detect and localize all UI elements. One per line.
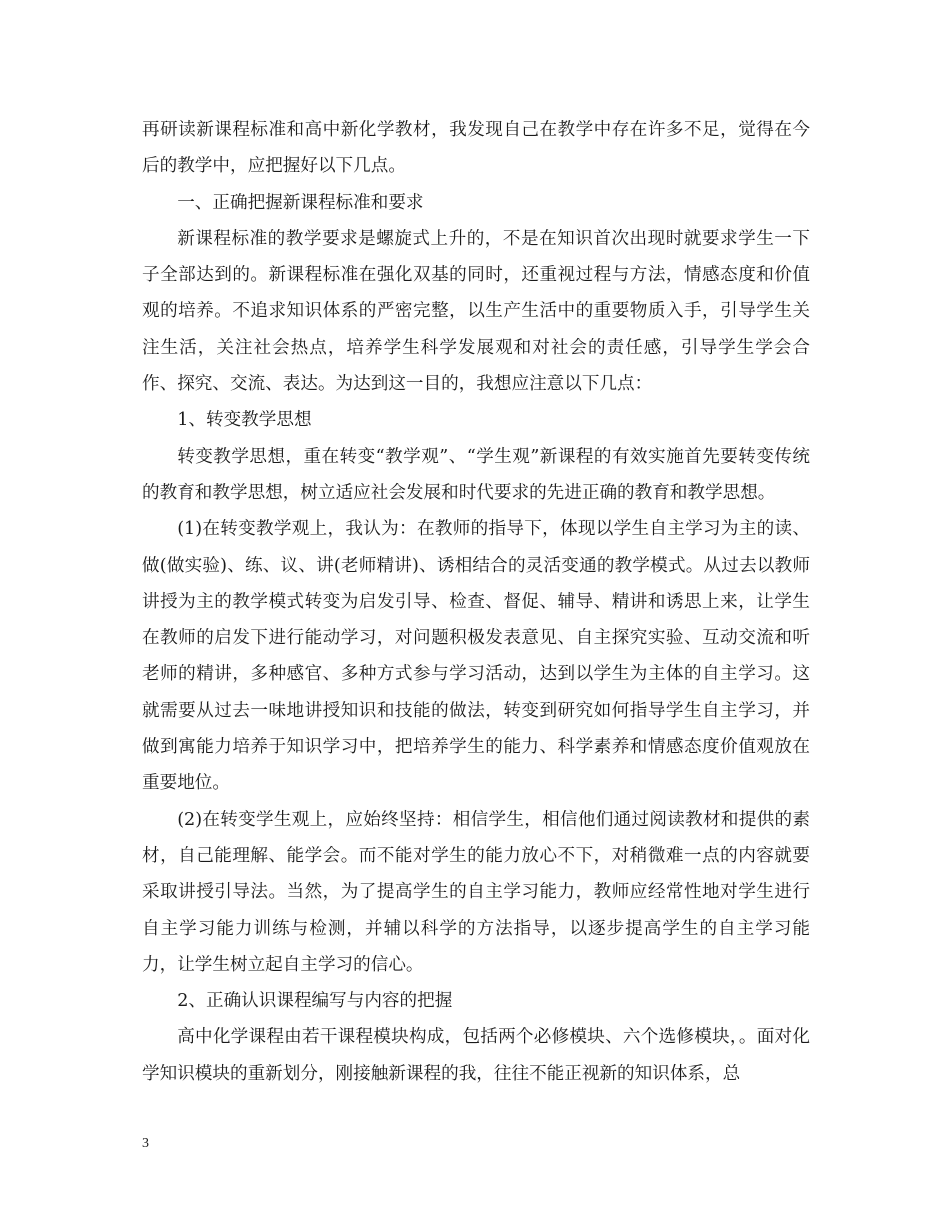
subsection-heading-1: 1、转变教学思想	[177, 410, 312, 431]
document-body	[142, 112, 810, 1092]
paragraph-teaching-view: (1)在转变教学观上，我认为：在教师的指导下，体现以学生自主学习为主的读、做(做实验)、练、议、讲(老师精讲)、诱相结合的灵活变通的教学模式。从过去以教师讲授为主的教学模式转变为启发引导、检查、督促、辅导、精讲和诱思上来，让学生在教师的启发下进行能动学习，对问题积极发表意见、自主探究实验、互动交流和听老师的精讲，多种感官、多种方式参与学习活动，达到以学生为主体的自主学习。这就需要从过去一味地讲授知识和技能的做法，转变到研究如何指导学生自主学习，并做到寓能力培养于知识学习中，把培养学生的能力、科学素养和情感态度价值观放在重要地位。	[142, 519, 810, 794]
paragraph-student-view: (2)在转变学生观上，应始终坚持：相信学生，相信他们通过阅读教材和提供的素材，自己能理解、能学会。而不能对学生的能力放心不下，对稍微难一点的内容就要采取讲授引导法。当然，为了提高学生的自主学习能力，教师应经常性地对学生进行自主学习能力训练与检测，并辅以科学的方法指导，以逐步提高学生的自主学习能力，让学生树立起自主学习的信心。	[142, 809, 810, 975]
section-heading-1: 一、正确把握新课程标准和要求	[177, 192, 424, 213]
page-number: 3	[142, 1136, 149, 1151]
subsection-heading-2: 2、正确认识课程编写与内容的把握	[177, 991, 453, 1012]
paragraph-continuation: 再研读新课程标准和高中新化学教材，我发现自己在教学中存在许多不足，觉得在今后的教学中，应把握好以下几点。	[142, 120, 810, 177]
paragraph-teaching-philosophy: 转变教学思想，重在转变“教学观”、“学生观”新课程的有效实施首先要转变传统的教育和教学思想，树立适应社会发展和时代要求的先进正确的教育和教学思想。	[142, 446, 810, 503]
paragraph-course-modules: 高中化学课程由若干课程模块构成，包括两个必修模块、六个选修模块，。面对化学知识模块的重新划分，刚接触新课程的我，往往不能正视新的知识体系，总	[142, 1027, 810, 1084]
paragraph-curriculum-standards: 新课程标准的教学要求是螺旋式上升的，不是在知识首次出现时就要求学生一下子全部达到的。新课程标准在强化双基的同时，还重视过程与方法，情感态度和价值观的培养。不追求知识体系的严密完整，以生产生活中的重要物质入手，引导学生关注生活，关注社会热点，培养学生科学发展观和对社会的责任感，引导学生学会合作、探究、交流、表达。为达到这一目的，我想应注意以下几点：	[142, 228, 810, 395]
